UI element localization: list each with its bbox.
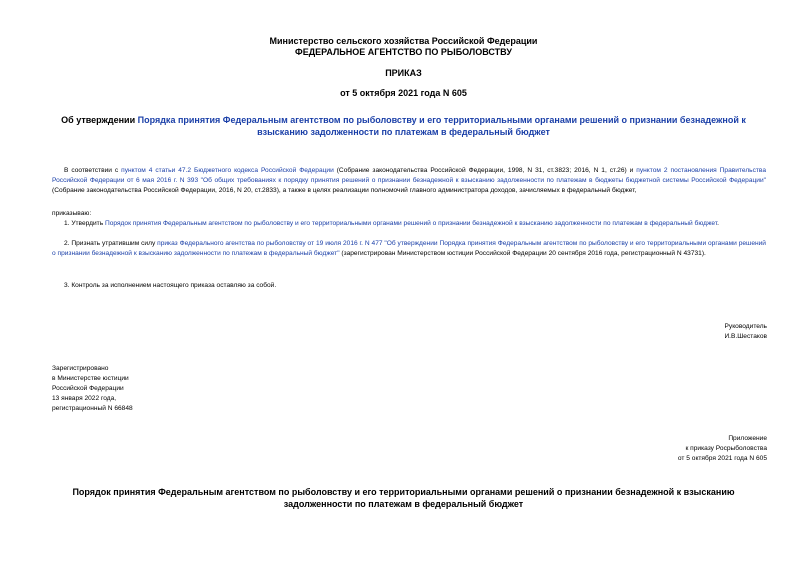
preamble-text-3: (Собрание законодательства Российской Федерации, 2016, N 20, ст.2833), а также в целях реализации полномочий главного администратора доходов, зачисляемых в федеральный бюджет,: [52, 187, 637, 194]
item-2-text-2: (зарегистрирован Министерством юстиции Российской Федерации 20 сентября 2016 года, регистрационный N 43731).: [339, 250, 706, 257]
preamble-text-2: (Собрание законодательства Российской Федерации, 1998, N 31, ст.3823; 2016, N 1, ст.26) и: [333, 167, 637, 174]
signatory-position: Руководитель: [724, 323, 767, 330]
registration-line-5: регистрационный N 66848: [52, 405, 133, 412]
ministry-name: Министерство сельского хозяйства Российской Федерации: [269, 36, 538, 46]
appendix-line-3: от 5 октября 2021 года N 605: [677, 455, 767, 462]
order-title-link[interactable]: Порядка принятия Федеральным агентством по рыболовству и его территориальными органами решений о признании безнадежной к взысканию задолженности по платежам в федеральный бюджет: [137, 115, 746, 137]
document-date-number: от 5 октября 2021 года N 605: [340, 88, 467, 98]
signatory-name: И.В.Шестаков: [724, 333, 767, 340]
item-1-paragraph: [52, 219, 766, 229]
order-title-prefix: Об утверждении: [61, 115, 138, 125]
registration-line-1: Зарегистрировано: [52, 365, 109, 372]
procedure-title: Порядок принятия Федеральным агентством по рыболовству и его территориальными органами решений о признании безнадежной к взысканию задолженности по платежам в федеральный бюджет: [72, 487, 735, 509]
government-decree-link[interactable]: пунктом 2 постановления Правительства Российской Федерации от 6 мая 2016 г. N 393 "Об общих требованиях к порядку принятия решений о признании безнадежной к взысканию задолженности по платежам в бюджеты бюджетной системы Российской Федерации": [52, 167, 767, 184]
item-3-text: 3. Контроль за исполнением настоящего приказа оставляю за собой.: [64, 282, 277, 289]
preamble-text-1: В соответствии с: [64, 167, 122, 174]
registration-block: [52, 364, 133, 414]
item-2-paragraph: [52, 239, 766, 259]
procedure-link[interactable]: Порядок принятия Федеральным агентством по рыболовству и его территориальными органами решений о признании безнадежной к взысканию задолженности по платежам в федеральный бюджет: [104, 220, 718, 227]
item-3-paragraph: [52, 281, 766, 291]
appendix-line-2: к приказу Росрыболовства: [685, 445, 767, 452]
order-title: [40, 114, 767, 138]
item-1-text-2: .: [717, 220, 719, 227]
registration-line-2: в Министерстве юстиции: [52, 375, 129, 382]
agency-name: ФЕДЕРАЛЬНОЕ АГЕНТСТВО ПО РЫБОЛОВСТВУ: [295, 47, 512, 57]
registration-line-4: 13 января 2022 года,: [52, 395, 117, 402]
item-1-text-1: 1. Утвердить: [64, 220, 105, 227]
registration-line-3: Российской Федерации: [52, 385, 124, 392]
document-type: ПРИКАЗ: [385, 68, 422, 78]
preamble-paragraph: [52, 166, 766, 196]
appendix-block: [678, 434, 767, 464]
appendix-line-1: Приложение: [728, 435, 767, 442]
signature-block: [724, 322, 767, 342]
repealed-order-link[interactable]: приказ Федерального агентства по рыболовству от 19 июля 2016 г. N 477 "Об утверждении Порядка принятия Федеральным агентством по рыболовству и его территориальными органами решений о признании безнадежной к взысканию задолженности по платежам в федеральный бюджет": [52, 240, 766, 257]
budget-code-link[interactable]: пунктом 4 статьи 47.2 Бюджетного кодекса Российской Федерации: [121, 167, 334, 174]
item-2-text-1: 2. Признать утратившим силу: [64, 240, 158, 247]
order-word: приказываю:: [52, 210, 92, 217]
